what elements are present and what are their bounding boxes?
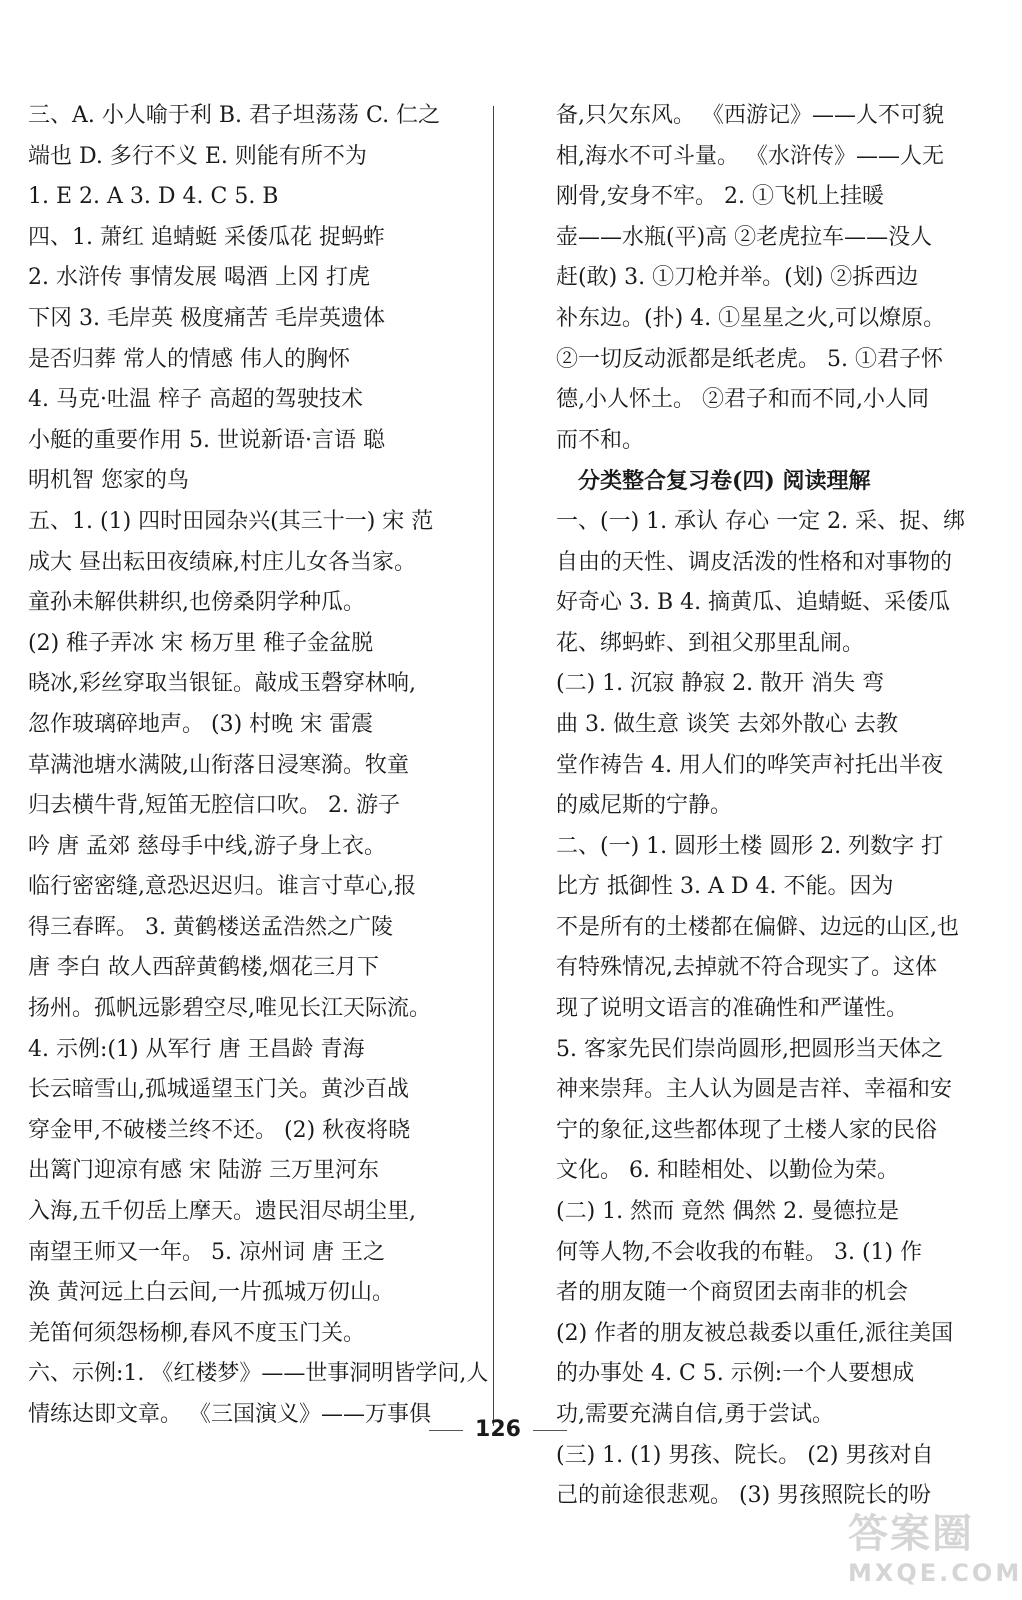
text-line: ②一切反动派都是纸老虎。 5. ①君子怀: [556, 346, 943, 372]
text-line: 下冈 3. 毛岸英 极度痛苦 毛岸英遗体: [28, 305, 385, 331]
watermark-logo: [848, 1502, 1022, 1594]
text-line: 相,海水不可斗量。 《水浒传》——人无: [556, 143, 944, 169]
text-line: 穿金甲,不破楼兰终不还。 (2) 秋夜将晓: [28, 1117, 411, 1143]
text-line: 入海,五千仞岳上摩天。遗民泪尽胡尘里,: [28, 1199, 416, 1225]
text-line: 1. E 2. A 3. D 4. C 5. B: [28, 184, 279, 210]
right-column: [556, 96, 976, 1517]
text-line: 5. 客家先民们崇尚圆形,把圆形当天体之: [556, 1036, 943, 1062]
text-line: 比方 抵御性 3. A D 4. 不能。因为: [556, 874, 894, 900]
text-line: 四、1. 萧红 追蜻蜓 采倭瓜花 捉蚂蚱: [28, 224, 385, 250]
text-line: 赶(敢) 3. ①刀枪并举。(划) ②拆西边: [556, 265, 919, 291]
text-line: 的办事处 4. C 5. 示例:一个人要想成: [556, 1361, 915, 1387]
text-line: 刚骨,安身不牢。 2. ①飞机上挂暖: [556, 184, 884, 210]
text-line: 端也 D. 多行不义 E. 则能有所不为: [28, 143, 367, 169]
text-line: 三、A. 小人喻于利 B. 君子坦荡荡 C. 仁之: [28, 103, 441, 128]
text-line: 自由的天性、调皮活泼的性格和对事物的: [556, 549, 953, 575]
text-line: 唐 李白 故人西辞黄鹤楼,烟花三月下: [28, 955, 379, 981]
text-line: 不是所有的土楼都在偏僻、边远的山区,也: [556, 914, 959, 940]
text-line: 童孙未解供耕织,也傍桑阴学种瓜。: [28, 590, 365, 616]
text-line: 有特殊情况,去掉就不符合现实了。这体: [556, 955, 937, 981]
text-line: 好奇心 3. B 4. 摘黄瓜、追蜻蜓、采倭瓜: [556, 590, 951, 616]
text-line: 德,小人怀土。 ②君子和而不同,小人同: [556, 387, 929, 413]
text-line: 成大 昼出耘田夜绩麻,村庄儿女各当家。: [28, 549, 416, 575]
text-line: 晓冰,彩丝穿取当银钲。敲成玉磬穿林响,: [28, 671, 416, 697]
footer-dash-right: [533, 1430, 567, 1431]
watermark-top-text: 答案圈: [848, 1511, 974, 1557]
text-line: (二) 1. 沉寂 静寂 2. 散开 消失 弯: [556, 671, 885, 697]
text-line: (2) 稚子弄冰 宋 杨万里 稚子金盆脱: [28, 630, 374, 656]
text-line: 堂作祷告 4. 用人们的哗笑声衬托出半夜: [556, 752, 943, 778]
text-line: 壶——水瓶(平)高 ②老虎拉车——没人: [556, 224, 933, 250]
text-line: 是否归葬 常人的情感 伟人的胸怀: [28, 346, 350, 372]
text-line: 备,只欠东风。 《西游记》——人不可貌: [556, 103, 944, 128]
text-line: 小艇的重要作用 5. 世说新语·言语 聪: [28, 427, 385, 453]
text-line: 归去横牛背,短笛无腔信口吹。 2. 游子: [28, 793, 400, 819]
text-line: 一、(一) 1. 承认 存心 一定 2. 采、捉、绑: [556, 508, 966, 534]
text-line: 二、(一) 1. 圆形土楼 圆形 2. 列数字 打: [556, 833, 944, 859]
text-line: 4. 马克·吐温 梓子 高超的驾驶技术: [28, 387, 363, 413]
text-line: 涣 黄河远上白云间,一片孤城万仞山。: [28, 1280, 394, 1306]
text-line: 文化。 6. 和睦相处、以勤俭为荣。: [556, 1158, 899, 1184]
text-line: (二) 1. 然而 竟然 偶然 2. 曼德拉是: [556, 1199, 900, 1225]
text-line: 补东边。(扑) 4. ①星星之火,可以燎原。: [556, 305, 946, 331]
text-line: 现了说明文语言的准确性和严谨性。: [556, 996, 909, 1022]
page-number: 126: [475, 1417, 521, 1442]
text-line: 南望王师又一年。 5. 凉州词 唐 王之: [28, 1239, 385, 1265]
text-line: 曲 3. 做生意 谈笑 去郊外散心 去教: [556, 711, 898, 737]
text-line: 出篱门迎凉有感 宋 陆游 三万里河东: [28, 1158, 379, 1184]
watermark-bottom-text: MXQE.COM: [848, 1559, 1022, 1587]
text-line: 吟 唐 孟郊 慈母手中线,游子身上衣。: [28, 833, 386, 859]
page-number-footer: [0, 1417, 996, 1442]
text-line: 扬州。孤帆远影碧空尽,唯见长江天际流。: [28, 996, 431, 1022]
text-line: 宁的象征,这些都体现了土楼人家的民俗: [556, 1117, 937, 1143]
text-line: 己的前途很悲观。 (3) 男孩照院长的吩: [556, 1483, 932, 1509]
text-line: 何等人物,不会收我的布鞋。 3. (1) 作: [556, 1239, 923, 1265]
text-line: 情练达即文章。 《三国演义》——万事俱: [28, 1402, 431, 1427]
text-line: 六、示例:1. 《红楼梦》——世事洞明皆学问,人: [28, 1361, 489, 1387]
text-line: 羌笛何须怨杨柳,春风不度玉门关。: [28, 1320, 365, 1346]
text-line: (2) 作者的朋友被总裁委以重任,派往美国: [556, 1320, 954, 1346]
text-line: 忽作玻璃碎地声。 (3) 村晚 宋 雷震: [28, 711, 374, 737]
left-column: [28, 96, 489, 1436]
column-divider: [493, 106, 494, 1426]
text-line: 五、1. (1) 四时田园杂兴(其三十一) 宋 范: [28, 508, 434, 534]
text-line: 而不和。: [556, 427, 645, 453]
text-line: 的威尼斯的宁静。: [556, 793, 733, 819]
text-line: 明机智 您家的鸟: [28, 468, 189, 494]
text-line: 2. 水浒传 事情发展 喝酒 上冈 打虎: [28, 265, 370, 291]
text-line: 者的朋友随一个商贸团去南非的机会: [556, 1280, 909, 1306]
text-line: 长云暗雪山,孤城遥望玉门关。黄沙百战: [28, 1077, 409, 1103]
footer-dash-left: [429, 1430, 463, 1431]
text-line: 功,需要充满自信,勇于尝试。: [556, 1402, 834, 1427]
text-line: 得三春晖。 3. 黄鹤楼送孟浩然之广陵: [28, 914, 393, 940]
text-line: 神来崇拜。主人认为圆是吉祥、幸福和安: [556, 1077, 953, 1103]
text-line: 草满池塘水满陂,山衔落日浸寒漪。牧童: [28, 752, 409, 778]
text-line: 分类整合复习卷(四) 阅读理解: [578, 468, 871, 495]
text-line: 临行密密缝,意恐迟迟归。谁言寸草心,报: [28, 874, 416, 900]
text-line: (三) 1. (1) 男孩、院长。 (2) 男孩对自: [556, 1442, 934, 1468]
text-line: 4. 示例:(1) 从军行 唐 王昌龄 青海: [28, 1036, 365, 1062]
text-line: 花、绑蚂蚱、到祖父那里乱闹。: [556, 630, 865, 656]
